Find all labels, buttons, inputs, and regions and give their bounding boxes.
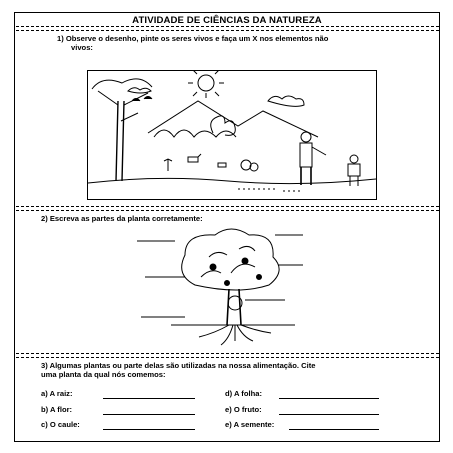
tree-crown [182, 229, 279, 290]
worksheet-title: ATIVIDADE DE CIÊNCIAS DA NATUREZA [132, 15, 322, 26]
answer-label-seed: e) A semente: [225, 420, 275, 429]
nature-scene-illustration [87, 70, 377, 200]
answer-blank-fruit[interactable] [279, 414, 379, 415]
cloud-drawing [128, 88, 151, 93]
answer-blank-root[interactable] [103, 398, 195, 399]
animal-drawing [218, 163, 226, 167]
answer-blank-seed[interactable] [289, 429, 379, 430]
question-3-line-2: uma planta da qual nós comemos: [41, 370, 166, 379]
answer-label-leaf: d) A folha: [225, 389, 262, 398]
section-divider [16, 206, 439, 211]
plant-parts-diagram [135, 225, 325, 355]
cloud-drawing [268, 96, 304, 106]
answer-label-fruit: e) O fruto: [225, 405, 262, 414]
answer-blank-flower[interactable] [103, 414, 195, 415]
section-divider [16, 353, 439, 358]
birds-drawing [132, 97, 152, 102]
flower-drawing [241, 160, 251, 170]
question-1-line-1: 1) Observe o desenho, pinte os seres vivos e faça um X nos elementos não [57, 34, 329, 43]
flower-drawing [250, 163, 258, 171]
answer-blank-leaf[interactable] [279, 398, 379, 399]
worksheet [14, 12, 440, 442]
animal-drawing [188, 154, 201, 162]
flower-drawing [164, 159, 172, 171]
answer-label-stem: c) O caule: [41, 420, 80, 429]
section-divider [16, 26, 439, 31]
answer-label-flower: b) A flor: [41, 405, 73, 414]
bushes-drawing [154, 130, 236, 137]
answer-label-root: a) A raiz: [41, 389, 73, 398]
question-1-line-2: vivos: [71, 43, 93, 52]
answer-blank-stem[interactable] [103, 429, 195, 430]
question-2-text: 2) Escreva as partes da planta corretamente: [41, 214, 203, 223]
people-drawing [300, 132, 360, 186]
sun-drawing [188, 71, 224, 98]
tree-roots [199, 325, 271, 345]
ground-drawing [88, 178, 376, 183]
question-3-line-1: 3) Algumas plantas ou parte delas são utilizadas na nossa alimentação. Cite [41, 361, 316, 370]
tree-drawing [92, 79, 152, 181]
